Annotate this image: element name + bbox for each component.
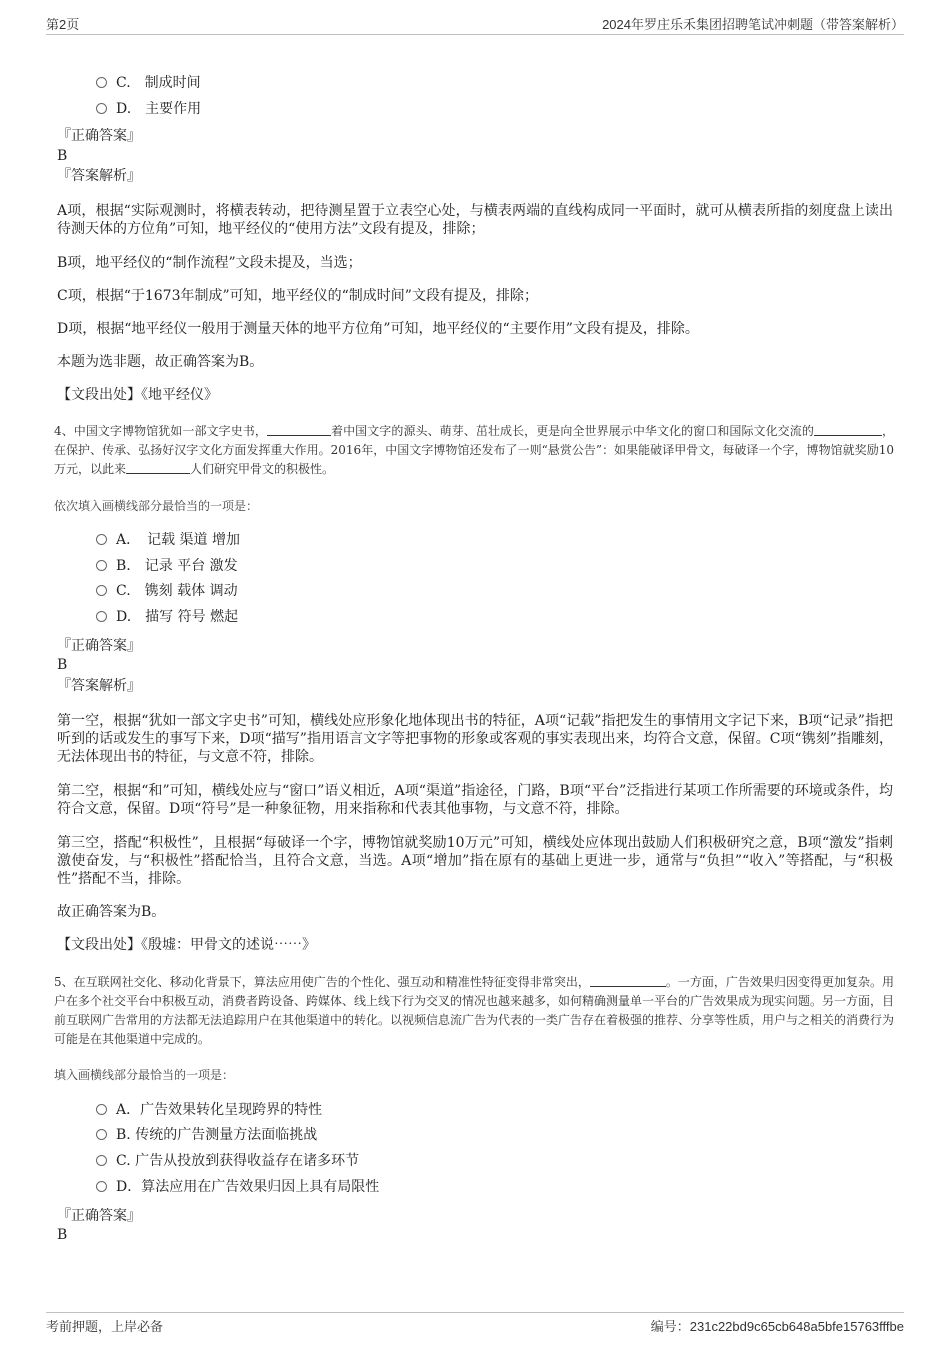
q5-option-b[interactable]: B. 传统的广告测量方法面临挑战 <box>96 1125 317 1145</box>
radio-icon[interactable] <box>96 1181 107 1192</box>
q4-analysis-2: 第二空，根据“和”可知，横线处应与“窗口”语义相近，A项“渠道”指途径，门路，B项“平台”泛指进行某项工作所需要的环境或条件，均符合文意，保留。D项“符号”是一种象征物，用来指称和代表其他事物，与文意不符，排除。 <box>57 783 893 817</box>
q4-option-c[interactable]: C. 镌刻 载体 调动 <box>96 581 238 601</box>
q3-analysis-label: 『答案解析』 <box>57 168 141 184</box>
blank-1 <box>267 423 331 436</box>
q3-option-d[interactable]: D. 主要作用 <box>96 99 201 119</box>
radio-icon[interactable] <box>96 611 107 622</box>
q5-option-d[interactable]: D．算法应用在广告效果归因上具有局限性 <box>96 1177 379 1197</box>
q3-option-c[interactable]: C. 制成时间 <box>96 73 201 93</box>
q5-option-c[interactable]: C. 广告从投放到获得收益存在诸多环节 <box>96 1151 359 1171</box>
q4-answer-label: 『正确答案』 <box>57 638 141 654</box>
q3-source: 【文段出处】《地平经仪》 <box>57 387 218 403</box>
q4-analysis-label: 『答案解析』 <box>57 678 141 694</box>
q3-answer: B <box>57 148 68 164</box>
q5-stem: 5、在互联网社交化、移动化背景下，算法应用使广告的个性化、强互动和精准性特征变得非常突出， 。一方面，广告效果归因变得更加复杂。用户在多个社交平台中积极互动，消费者跨设备、跨媒体、线上线下行为交叉的情况也越来越多，如何精确测量单一平台的广告效果成为现实问题。另一方面，目前互联网广告常用的方法都无法追踪用户在其他渠道中的转化。以视频信息流广告为代表的一类广告存在着极强的推荐、分享等性质，用户与之相关的消费行为可能是在其他渠道中完成的。 <box>54 975 895 1046</box>
q5-answer-label: 『正确答案』 <box>57 1208 141 1224</box>
radio-icon[interactable] <box>96 585 107 596</box>
q4-option-a[interactable]: A． 记载 渠道 增加 <box>96 530 240 550</box>
q4-conclusion: 故正确答案为B。 <box>57 904 166 920</box>
q3-analysis-a: A项，根据“实际观测时，将横表转动，把待测星置于立表空心处，与横表两端的直线构成同一平面时，就可从横表所指的刻度盘上读出待测天体的方位角”可知，地平经仪的“使用方法”文段有提及，排除； <box>57 203 893 237</box>
q3-analysis-d: D项，根据“地平经仪一般用于测量天体的地平方位角”可知，地平经仪的“主要作用”文段有提及，排除。 <box>57 321 699 337</box>
radio-icon[interactable] <box>96 77 107 88</box>
page-footer <box>46 1312 904 1335</box>
q4-option-b[interactable]: B. 记录 平台 激发 <box>96 556 238 576</box>
radio-icon[interactable] <box>96 1155 107 1166</box>
q5-option-a[interactable]: A．广告效果转化呈现跨界的特性 <box>96 1100 322 1120</box>
radio-icon[interactable] <box>96 534 107 545</box>
q4-analysis-3: 第三空，搭配“积极性”，且根据“每破译一个字，博物馆就奖励10万元”可知，横线处应体现出鼓励人们积极研究之意，B项“激发”指刺激使奋发，与“积极性”搭配恰当，且符合文意，当选。A项“增加”指在原有的基础上更进一步，通常与“负担”“收入”等搭配，与“积极性”搭配不当，排除。 <box>57 835 893 887</box>
q4-option-d[interactable]: D. 描写 符号 燃起 <box>96 607 238 627</box>
q3-conclusion: 本题为选非题，故正确答案为B。 <box>57 354 264 370</box>
q3-analysis-b: B项，地平经仪的“制作流程”文段未提及，当选； <box>57 255 362 271</box>
radio-icon[interactable] <box>96 560 107 571</box>
footer-slogan: 考前押题，上岸必备 <box>46 1319 164 1334</box>
blank-3 <box>126 461 190 474</box>
radio-icon[interactable] <box>96 1129 107 1140</box>
q3-answer-label: 『正确答案』 <box>57 128 141 144</box>
q4-analysis-1: 第一空，根据“犹如一部文字史书”可知，横线处应形象化地体现出书的特征，A项“记载”指把发生的事情用文字记下来，B项“记录”指把听到的话或发生的事写下来，D项“描写”指用语言文字等把事物的形象或客观的事实表现出来，均符合文意，保留。C项“镌刻”指雕刻，无法体现出书的特征，与文意不符，排除。 <box>57 713 893 765</box>
document-code: 编号：231c22bd9c65cb648a5bfe15763fffbe <box>650 1319 904 1334</box>
blank-2 <box>814 423 882 436</box>
q3-analysis-c: C项，根据“于1673年制成”可知，地平经仪的“制成时间”文段有提及，排除； <box>57 288 538 304</box>
page-number: 第2页 <box>46 17 80 32</box>
blank-1 <box>590 974 666 987</box>
q5-prompt: 填入画横线部分最恰当的一项是： <box>54 1068 235 1082</box>
q4-stem: 4、中国文字博物馆犹如一部文字史书， 着中国文字的源头、萌芽、茁壮成长，更是向全世界展示中华文化的窗口和国际文化交流的 ，在保护、传承、弘扬好汉字文化方面发挥重大作用。2016年，中国文字博物馆还发布了一则“悬赏公告”：如果能破译甲骨文，每破译一个字，博物馆就奖励10万元，以此来 人们研究甲骨文的积极性。 <box>54 424 894 476</box>
document-title: 2024年罗庄乐禾集团招聘笔试冲刺题（带答案解析） <box>602 17 904 32</box>
radio-icon[interactable] <box>96 1104 107 1115</box>
radio-icon[interactable] <box>96 103 107 114</box>
q4-source: 【文段出处】《殷墟：甲骨文的述说⋯⋯》 <box>57 937 316 953</box>
page-header <box>46 12 904 35</box>
q4-prompt: 依次填入画横线部分最恰当的一项是： <box>54 499 259 513</box>
q5-answer: B <box>57 1227 68 1243</box>
q4-answer: B <box>57 657 68 673</box>
